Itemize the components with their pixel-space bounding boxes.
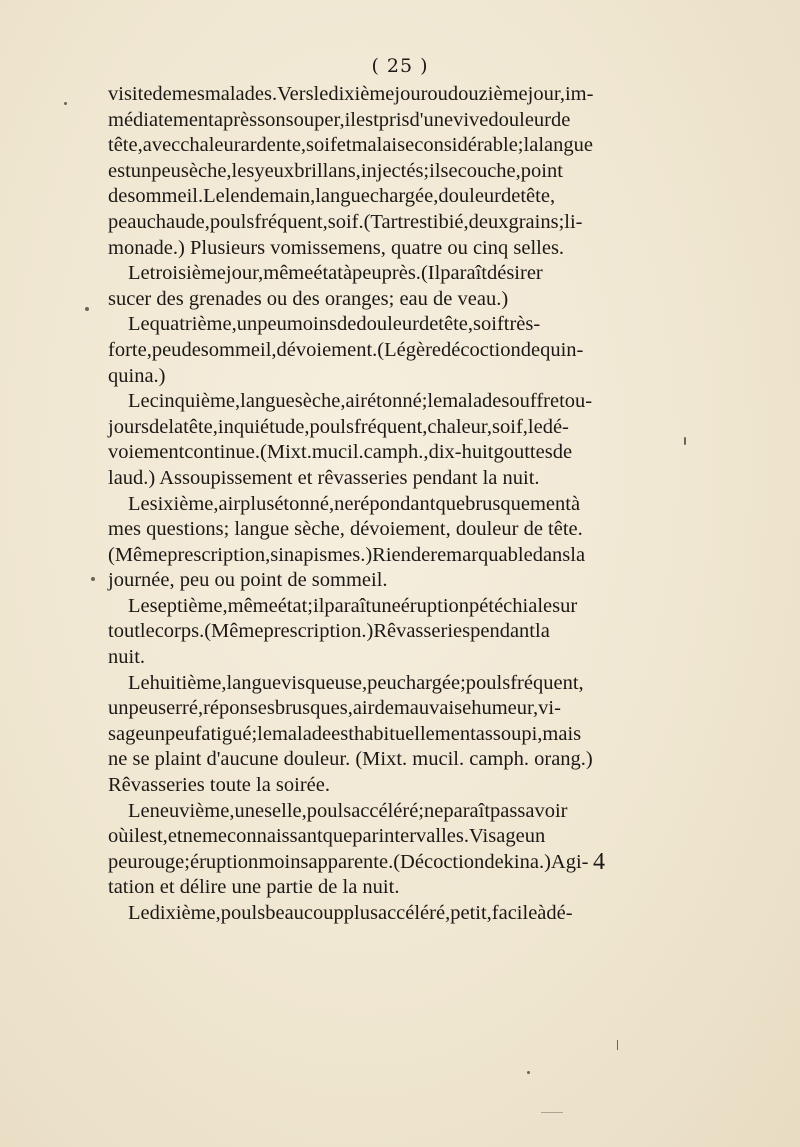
text-line: laud.) Assoupissement et rêvasseries pendant la nuit. [108,466,540,489]
text-line: nuit. [108,646,146,669]
text-line: Le cinquième, langue sèche, air étonné; le malade souffre tou- [128,390,593,413]
paper-speck [684,437,686,445]
text-line: Le troisième jour, même état à peu près. (Il paraît désirer [128,262,543,285]
text-line: médiatement après son souper, il est pris d'une vive douleur de [108,108,571,131]
text-line: sucer des grenades ou des oranges; eau de veau.) [108,287,509,310]
text-line: visite de mes malades. Vers le dixième jour ou douzième jour, im- [108,83,594,105]
text-line: Le septième, même état; il paraît une éruption pétéchiale sur [128,594,578,617]
text-line: Rêvasseries toute la soirée. [108,774,331,797]
text-line: sage un peu fatigué; le malade est habituellement assoupi, mais [108,722,582,745]
text-line: un peu serré, réponses brusques, air de mauvaise humeur, vi- [108,697,561,720]
text-line: Le quatrième, un peu moins de douleur de tête, soif très- [128,313,541,336]
page-number-header: ( 25 ) [371,55,429,77]
text-line: voiement continue. (Mixt. mucil. camph., dix-huit gouttes de [108,441,573,464]
text-line: de sommeil. Le lendemain, langue chargée, douleur de tête, [108,185,556,208]
text-line: jours de la tête, inquiétude, pouls fréquent, chaleur, soif, le dé- [108,415,569,438]
text-line: peu rouge; éruption moins apparente. (Décoction de kina.) Agi- [108,850,589,873]
text-line: tout le corps. (Même prescription.) Rêvasseries pendant la [108,620,550,643]
text-line: Le sixième, air plus étonné, ne répondant que brusquement à [128,492,581,515]
text-line: où il est, et ne me connaissant que par intervalles. Visage un [108,825,546,848]
text-line: Le neuvième, une selle, pouls accéléré; ne paraît pas savoir [128,799,568,822]
text-line: est un peu sèche, les yeux brillans, injectés; il se couche, point [108,159,563,182]
text-line: (Même prescription, sinapismes.) Rien de remarquable dans la [108,543,586,566]
signature-mark: 4 [593,849,605,875]
paper-speck [91,577,95,581]
text-line: Le dixième, pouls beaucoup plus accéléré, petit, facile à dé- [128,902,573,924]
text-line: tête, avec chaleur ardente, soif et malaise considérable; la langue [108,134,593,157]
body-text [108,82,674,927]
text-line: tation et délire une partie de la nuit. [108,876,400,899]
text-line: mes questions; langue sèche, dévoiement, douleur de tête. [108,518,583,541]
text-line: ne se plaint d'aucune douleur. (Mixt. mucil. camph. orang.) [108,748,593,771]
text-line: Le huitième, langue visqueuse, peu chargée; pouls fréquent, [128,671,584,694]
text-line: journée, peu ou point de sommeil. [108,569,388,592]
paper-speck [541,1112,563,1113]
paper-speck [527,1071,530,1074]
paper-speck [64,102,67,105]
text-line: quina.) [108,364,166,387]
text-line: forte, peu de sommeil, dévoiement. (Légère décoction de quin- [108,338,584,361]
paper-speck [617,1040,618,1050]
paper-speck [85,307,89,311]
text-line: peau chaude, pouls fréquent, soif. (Tartre stibié, deux grains; li- [108,210,583,233]
text-line: monade.) Plusieurs vomissemens, quatre ou cinq selles. [108,236,565,259]
